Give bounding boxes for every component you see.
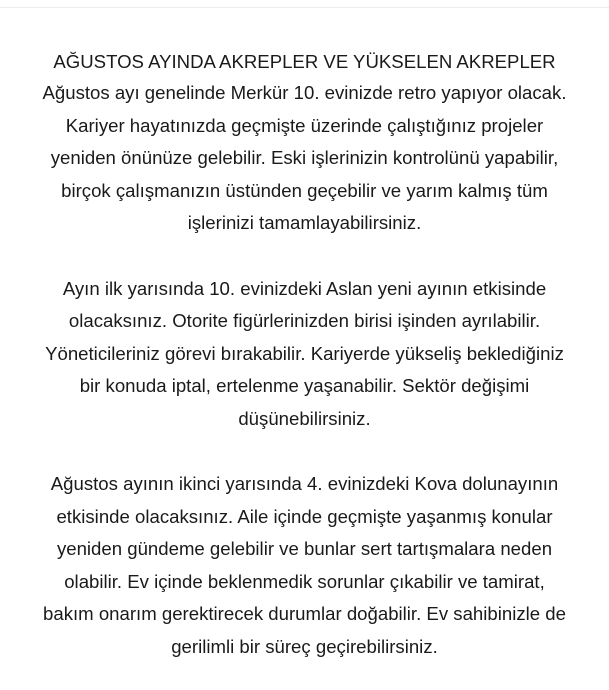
paragraph-kova-dolunay (0, 468, 609, 663)
article-heading: AĞUSTOS AYINDA AKREPLER VE YÜKSELEN AKREPLER (53, 51, 556, 72)
paragraph-line: yeniden önünüze gelebilir. Eski işlerinizin kontrolünü yapabilir, (50, 147, 559, 168)
paragraph-line: bakım onarım gerektirecek durumlar doğabilir. Ev sahibinizle de (43, 603, 566, 624)
paragraph-line: bir konuda iptal, ertelenme yaşanabilir. Sektör değişimi (79, 375, 530, 396)
paragraph-line: düşünebilirsiniz. (238, 407, 371, 429)
paragraph-merkur-retro (0, 77, 609, 240)
paragraph-line: birçok çalışmanızın üstünden geçebilir ve yarım kalmış tüm (61, 179, 548, 201)
paragraph-line: olacaksınız. Otorite figürlerinizden birisi işinden ayrılabilir. (68, 310, 541, 331)
paragraph-line: işlerinizi tamamlayabilirsiniz. (187, 212, 422, 233)
paragraph-line: yeniden gündeme gelebilir ve bunlar sert tartışmalara neden (56, 538, 553, 559)
paragraph-line: Yöneticileriniz görevi bırakabilir. Kariyerde yükseliş beklediğiniz (45, 342, 564, 364)
paragraph-line: Ağustos ayı genelinde Merkür 10. evinizde retro yapıyor olacak. (42, 82, 567, 103)
paragraph-line: olabilir. Ev içinde beklenmedik sorunlar çıkabilir ve tamirat, (64, 570, 545, 592)
paragraph-line: gerilimli bir süreç geçirebilirsiniz. (171, 635, 438, 657)
paragraph-line: Ağustos ayının ikinci yarısında 4. evinizdeki Kova dolunayının (50, 473, 559, 494)
article-body (0, 46, 609, 663)
paragraph-line: etkisinde olacaksınız. Aile içinde geçmişte yaşanmış konular (56, 505, 553, 527)
paragraph-line: Ayın ilk yarısında 10. evinizdeki Aslan yeni ayının etkisinde (62, 277, 547, 299)
paragraph-aslan-yeniay (0, 273, 609, 436)
paragraph-line: Kariyer hayatınızda geçmişte üzerinde çalıştığınız projeler (65, 114, 544, 136)
top-divider (0, 0, 609, 8)
